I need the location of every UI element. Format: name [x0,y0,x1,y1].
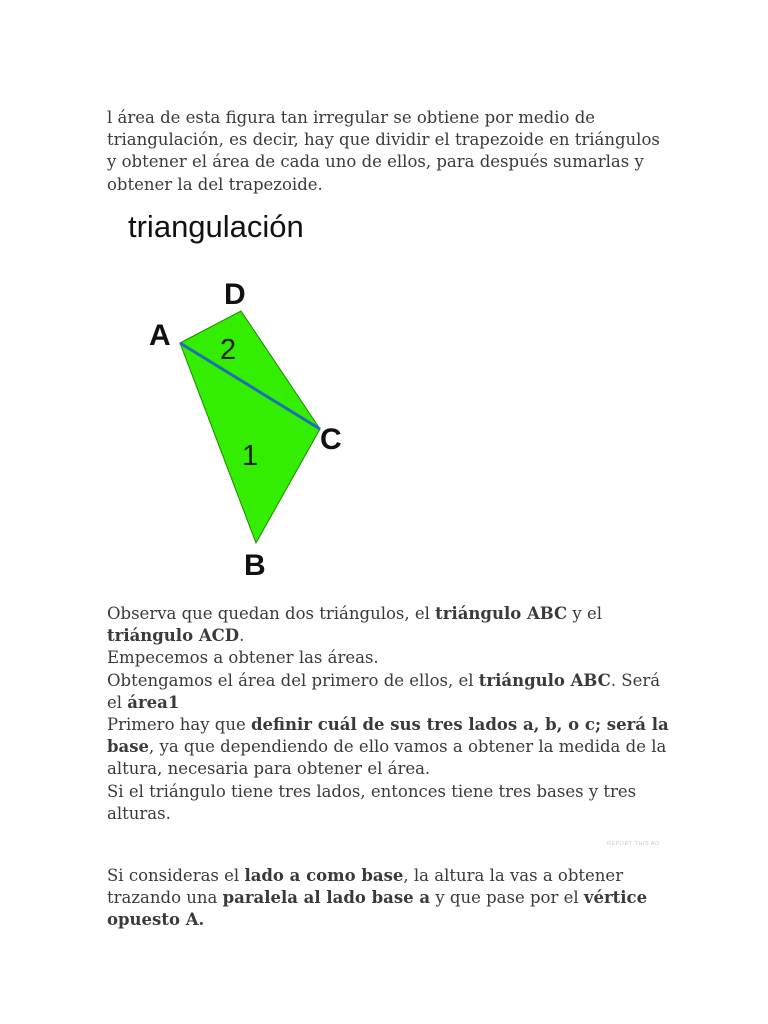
text-s2: Empecemos a obtener las áreas. [107,648,379,668]
intro-paragraph [107,107,677,196]
bold-area1: área1 [127,692,180,712]
bold-vertice-a: vértice opuesto A. [107,888,648,930]
intro-line-3: y obtener el área de cada uno de ellos, para después sumarlas y [107,152,644,172]
figure-title: triangulación [128,209,304,244]
bold-lado-a: lado a como base [244,866,404,885]
intro-line-2: triangulación, es decir, hay que dividir el trapezoide en triángulos [107,130,660,150]
text-s1: Observa que quedan dos triángulos, el [107,604,436,623]
closing-text-2: , la altura la vas a obtener trazando una [107,866,624,908]
region-1-label: 1 [242,440,259,472]
bold-triangle-abc: triángulo ABC [435,604,568,623]
text-s1-end: . [239,626,245,646]
vertex-d-label: D [224,278,246,311]
vertex-a-label: A [149,319,171,352]
bold-paralela: paralela al lado base a [222,888,431,908]
vertex-b-label: B [244,549,266,582]
text-s3-mid: . Será el [107,670,661,712]
intro-line-1: l área de esta figura tan irregular se obtiene por medio de [107,108,596,127]
region-2-label: 2 [220,334,237,366]
text-s4: Primero hay que [107,715,251,735]
text-s3: Obtengamos el área del primero de ellos, el [107,670,479,690]
text-s4-end: , ya que dependiendo de ello vamos a obtener la medida de la altura, necesaria para obtener el área. [107,737,667,779]
text-s5: Si el triángulo tiene tres lados, entonces tiene tres bases y tres alturas. [107,781,637,823]
bold-triangle-acd: triángulo ACD [107,626,240,646]
closing-text-3: y que pase por el [430,888,584,908]
closing-paragraph [107,865,677,932]
vertex-c-label: C [320,423,342,456]
bold-triangle-abc-2: triángulo ABC [478,670,611,690]
closing-text-1: Si consideras el [107,866,245,885]
text-s1-mid: y el [567,604,603,623]
trapezoid-shape [180,311,320,543]
report-ad-link[interactable]: REPORT THIS AD [607,841,660,847]
triangulation-figure [108,203,408,588]
bold-define-base: definir cuál de sus tres lados a, b, o c; será la base [107,715,669,757]
intro-line-4: obtener la del trapezoide. [107,174,323,194]
explanation-paragraph [107,603,677,825]
